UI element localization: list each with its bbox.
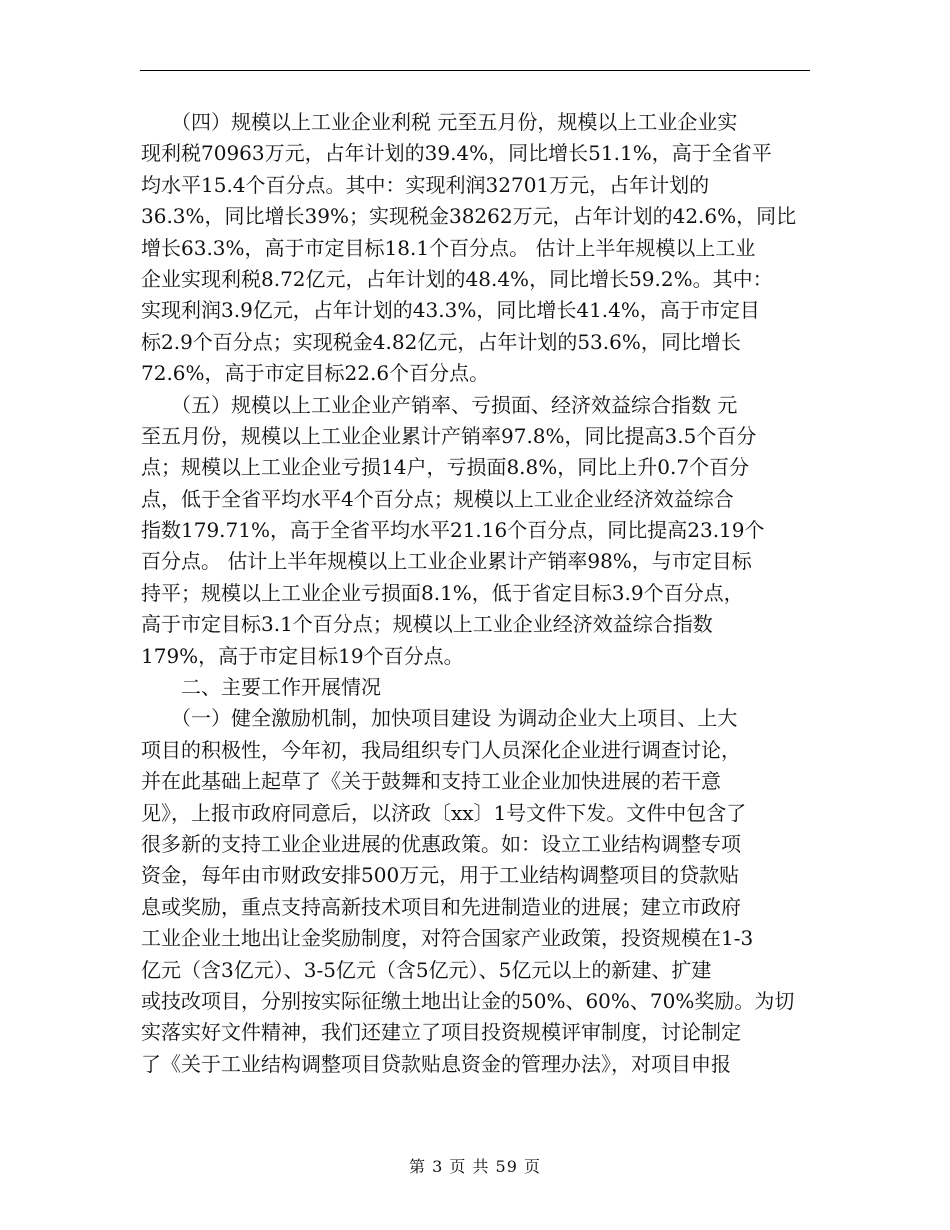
text-line: 资金，每年由市财政安排500万元，用于工业结构调整项目的贷款贴 <box>141 863 740 888</box>
text-line: 企业实现利税8.72亿元，占年计划的48.4%，同比增长59.2%。其中： <box>141 266 773 291</box>
page-footer: 第 3 页 共 59 页 <box>409 1157 541 1176</box>
text-line: 36.3%，同比增长39%；实现税金38262万元，占年计划的42.6%，同比 <box>141 204 797 229</box>
text-line: （四）规模以上工业企业利税 元至五月份，规模以上工业企业实 <box>141 110 738 134</box>
section-heading: 二、主要工作开展情况 <box>141 675 381 700</box>
text-line: 息或奖励，重点支持高新技术项目和先进制造业的进展；建立市政府 <box>141 894 741 919</box>
text-line: 实落实好文件精神，我们还建立了项目投资规模评审制度，讨论制定 <box>141 1020 741 1045</box>
text-line: 百分点。 估计上半年规模以上工业企业累计产销率98%，与市定目标 <box>141 549 752 574</box>
text-line: 了《关于工业结构调整项目贷款贴息资金的管理办法》，对项目申报 <box>141 1051 731 1076</box>
text-line: 工业企业土地出让金奖励制度，对符合国家产业政策，投资规模在1-3 <box>141 926 754 951</box>
header-rule <box>140 70 810 71</box>
text-line: 至五月份，规模以上工业企业累计产销率97.8%，同比提高3.5个百分 <box>141 423 757 448</box>
document-body <box>141 107 807 1080</box>
text-line: 179%，高于市定目标19个百分点。 <box>141 643 464 668</box>
text-line: 并在此基础上起草了《关于鼓舞和支持工业企业加快进展的若干意 <box>141 769 721 794</box>
text-line: 亿元（含3亿元）、3-5亿元（含5亿元）、5亿元以上的新建、扩建 <box>141 957 712 982</box>
text-line: 标2.9个百分点；实现税金4.82亿元，占年计划的53.6%，同比增长 <box>141 329 741 354</box>
text-line: 或技改项目，分别按实际征缴土地出让金的50%、60%、70%奖励。为切 <box>141 988 795 1013</box>
text-line: 实现利润3.9亿元，占年计划的43.3%，同比增长41.4%，高于市定目 <box>141 298 760 323</box>
text-line: 高于市定目标3.1个百分点；规模以上工业企业经济效益综合指数 <box>141 612 713 637</box>
text-line: 指数179.71%，高于全省平均水平21.16个百分点，同比提高23.19个 <box>141 518 765 543</box>
text-line: 项目的积极性，今年初，我局组织专门人员深化企业进行调查讨论， <box>141 737 741 762</box>
text-line: 见》，上报市政府同意后，以济政〔xx〕1号文件下发。文件中包含了 <box>141 800 747 825</box>
text-line: （五）规模以上工业企业产销率、亏损面、经济效益综合指数 元 <box>141 392 738 417</box>
text-line: （一）健全激励机制，加快项目建设 为调动企业大上项目、上大 <box>141 706 738 731</box>
text-line: 72.6%，高于市定目标22.6个百分点。 <box>141 361 490 386</box>
text-line: 持平；规模以上工业企业亏损面8.1%，低于省定目标3.9个百分点， <box>141 580 744 605</box>
text-line: 点，低于全省平均水平4个百分点；规模以上工业企业经济效益综合 <box>141 486 734 511</box>
text-line: 增长63.3%，高于市定目标18.1个百分点。 估计上半年规模以上工业 <box>141 235 756 260</box>
text-line: 很多新的支持工业企业进展的优惠政策。如：设立工业结构调整专项 <box>141 831 741 856</box>
text-line: 点；规模以上工业企业亏损14户，亏损面8.8%，同比上升0.7个百分 <box>141 455 750 480</box>
text-line: 均水平15.4个百分点。其中：实现利润32701万元，占年计划的 <box>141 172 710 197</box>
text-line: 现利税70963万元，占年计划的39.4%，同比增长51.1%，高于全省平 <box>141 141 772 166</box>
